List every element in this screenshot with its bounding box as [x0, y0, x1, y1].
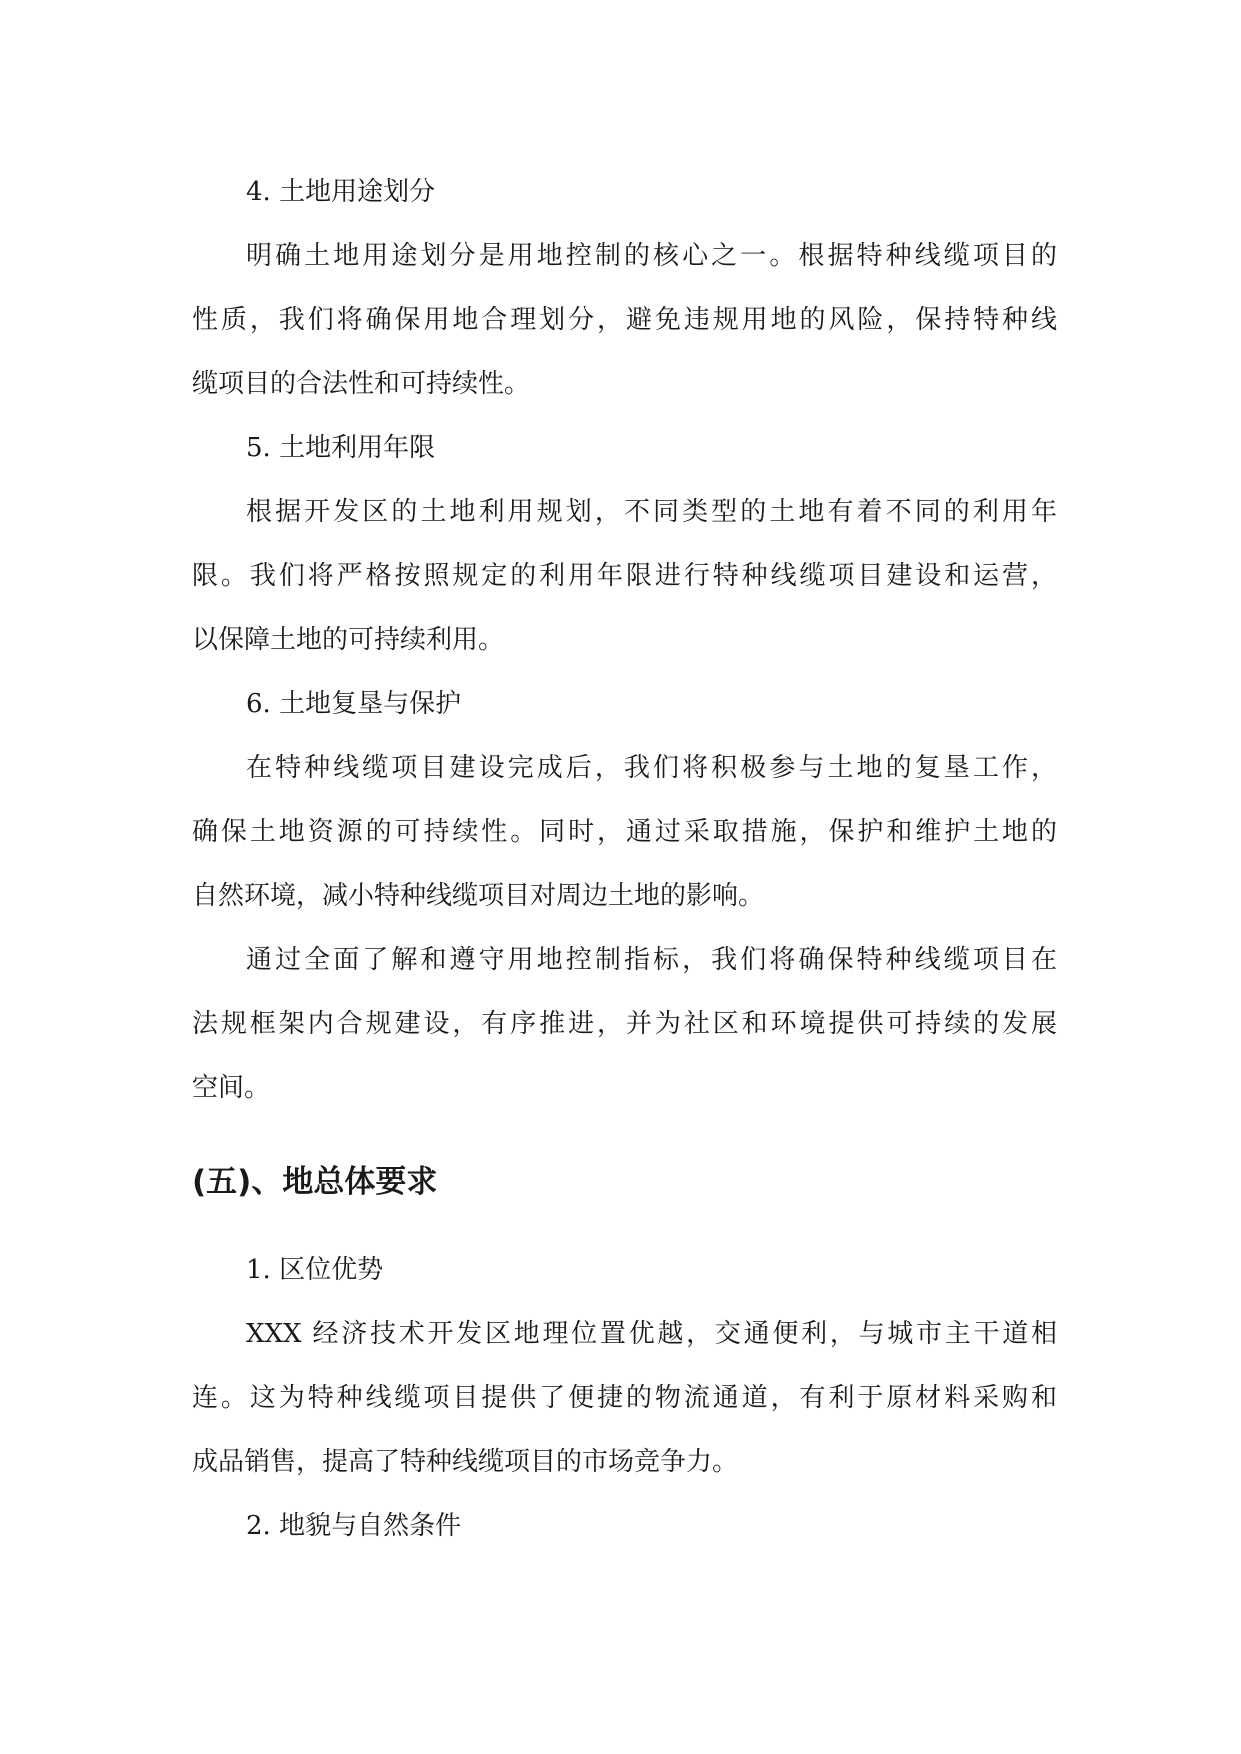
- paragraph-line: XXX 经济技术开发区地理位置优越，交通便利，与城市主干道相: [246, 1319, 1057, 1349]
- paragraph-line: 连。这为特种线缆项目提供了便捷的物流通道，有利于原材料采购和: [192, 1383, 1057, 1413]
- paragraph-line: 以保障土地的可持续利用。: [192, 625, 505, 655]
- paragraph-line: 成品销售，提高了特种线缆项目的市场竞争力。: [192, 1447, 739, 1477]
- summary-line: 空间。: [192, 1073, 271, 1103]
- list-item-6: 6. 土地复垦与保护: [246, 689, 462, 719]
- document-body: [192, 160, 1057, 1558]
- section-heading: (五)、地总体要求: [192, 1164, 438, 1200]
- list-item-1: 1. 区位优势: [246, 1255, 384, 1285]
- paragraph-line: 缆项目的合法性和可持续性。: [192, 369, 531, 399]
- summary-line: 通过全面了解和遵守用地控制指标，我们将确保特种线缆项目在: [246, 945, 1057, 975]
- summary-line: 法规框架内合规建设，有序推进，并为社区和环境提供可持续的发展: [192, 1009, 1057, 1039]
- list-item-5: 5. 土地利用年限: [246, 433, 436, 463]
- list-item-4: 4. 土地用途划分: [246, 177, 436, 207]
- list-item-2: 2. 地貌与自然条件: [246, 1511, 462, 1541]
- paragraph-line: 限。我们将严格按照规定的利用年限进行特种线缆项目建设和运营，: [192, 561, 1057, 591]
- paragraph-line: 在特种线缆项目建设完成后，我们将积极参与土地的复垦工作，: [246, 753, 1057, 783]
- spacer: [192, 1214, 1057, 1238]
- spacer: [192, 1120, 1057, 1150]
- paragraph-line: 明确土地用途划分是用地控制的核心之一。根据特种线缆项目的: [246, 241, 1057, 271]
- paragraph-line: 根据开发区的土地利用规划，不同类型的土地有着不同的利用年: [246, 497, 1057, 527]
- paragraph-line: 性质，我们将确保用地合理划分，避免违规用地的风险，保持特种线: [192, 305, 1057, 335]
- paragraph-line: 确保土地资源的可持续性。同时，通过采取措施，保护和维护土地的: [192, 817, 1057, 847]
- paragraph-line: 自然环境，减小特种线缆项目对周边土地的影响。: [192, 881, 765, 911]
